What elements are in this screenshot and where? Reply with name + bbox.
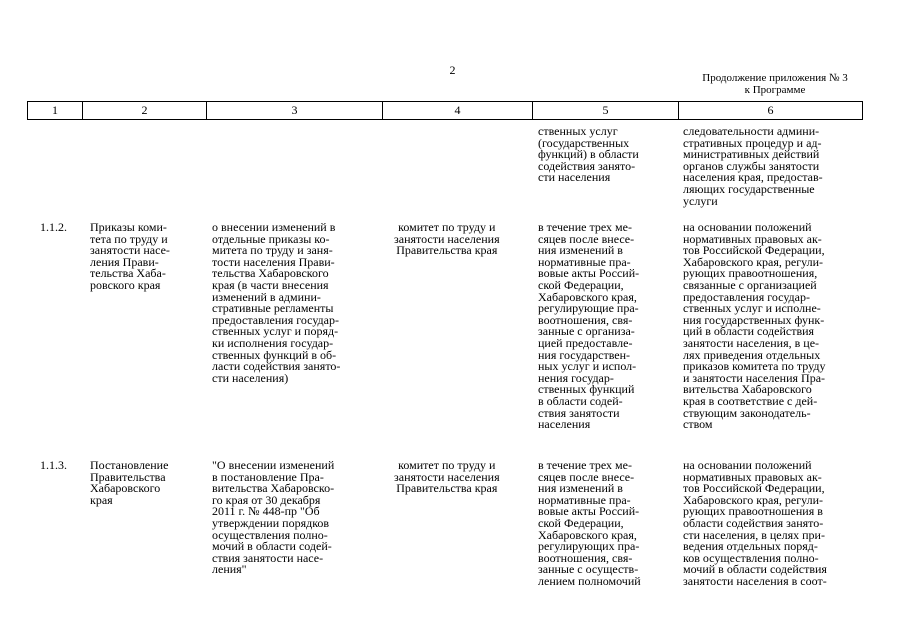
row-2-term: в течение трех ме- сяцев после внесе- ния изменений в нормативные пра- вовые акты Россий- ской Федерации, Хабаровского края, регулирующих пра- воотношения, свя- занные с осуществ- лением полномочий	[538, 458, 641, 588]
row-1-basis: на основании положений нормативных правовых ак- тов Российской Федерации, Хабаровского края, регули- рующих правоотношения, связанные с организацией предоставления государ- ственных услуг и исполне- ния государственных функ- ций в области содействия занятости населения, в це- лях приведения отдельных приказов комитета по труду и занятости населения Пра- вительства Хабаровского края в соответствие с дей- ствующим законодатель- ством	[683, 220, 826, 432]
column-number-header	[27, 101, 863, 120]
row-0-term: ственных услуг (государственных функций) в области содействия занято- сти населения	[538, 124, 639, 185]
row-1-executor: комитет по труду и занятости населения Правительства края	[394, 220, 500, 258]
row-2-number: 1.1.3.	[40, 458, 67, 472]
continuation-line-2: к Программе	[744, 84, 806, 96]
row-1-content: о внесении изменений в отдельные приказы ко- митета по труду и заня- тости населения Прави- тельства Хабаровского края (в части внесения изменений в админи- стративные регламенты предоставления государ- ственных услуг и поряд- ки исполнения государ- ственных функций в об- ласти содействия занято- сти населения)	[212, 220, 341, 385]
row-2-basis: на основании положений нормативных правовых ак- тов Российской Федерации, Хабаровского края, регули- рующих правоотношения в области содействия занято- сти населения, в целях при- ведения отдельных поряд- ков осуществления полно- мочий в области содействия занятости населения в соот-	[683, 458, 827, 588]
row-2-executor: комитет по труду и занятости населения Правительства края	[394, 458, 500, 496]
row-1-term: в течение трех ме- сяцев после внесе- ния изменений в нормативные пра- вовые акты Россий- ской Федерации, Хабаровского края, регулирующие пра- воотношения, свя- занные с организа- цией предоставле- ния государствен- ных услуг и испол- нения государ- ственных функций в области содей- ствия занятости населения	[538, 220, 640, 432]
column-header-6: 6	[679, 102, 863, 120]
row-1-name: Приказы коми- тета по труду и занятости насе- ления Прави- тельства Хаба- ровского края	[90, 220, 170, 292]
column-header-1: 1	[28, 102, 83, 120]
row-2-name: Постановление Правительства Хабаровского края	[90, 458, 169, 507]
row-2-content: "О внесении изменений в постановление Пра- вительства Хабаровско- го края от 30 декабря 2011 г. № 448-пр "Об утверждении порядков осуществления полно- мочий в области содей- ствия занятости насе- ления"	[212, 458, 335, 577]
continuation-line-1: Продолжение приложения № 3	[702, 72, 848, 84]
column-header-3: 3	[207, 102, 383, 120]
column-header-4: 4	[383, 102, 533, 120]
column-header-5: 5	[533, 102, 679, 120]
column-header-2: 2	[83, 102, 207, 120]
page-number: 2	[449, 63, 456, 77]
row-0-basis: следовательности админи- стративных процедур и ад- министративных действий органов службы занятости населения края, предостав- ляющих государственные услуги	[683, 124, 823, 208]
row-1-number: 1.1.2.	[40, 220, 67, 234]
appendix-continuation-note	[690, 72, 860, 96]
